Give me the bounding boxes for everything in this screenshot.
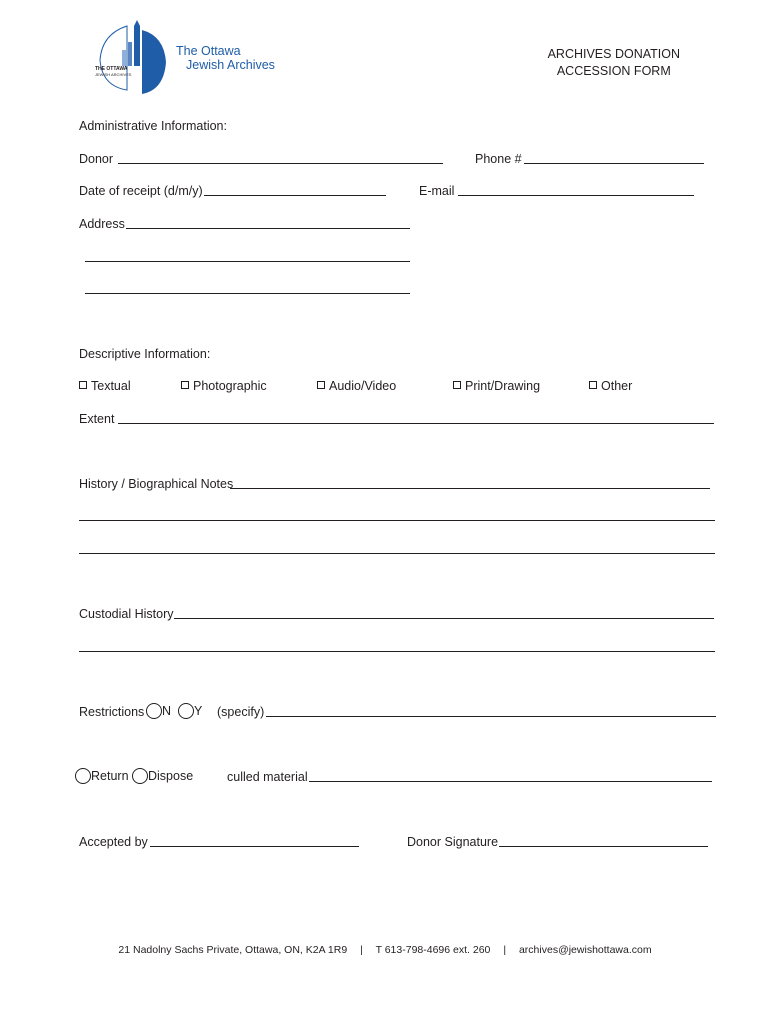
specify-label: (specify) — [217, 705, 265, 719]
footer-separator: | — [360, 944, 363, 956]
checkbox-icon[interactable] — [79, 381, 87, 389]
footer-separator: | — [503, 944, 507, 956]
checkbox-icon[interactable] — [181, 381, 189, 389]
logo-line-1: The Ottawa — [176, 44, 241, 58]
radio-circle-icon[interactable] — [132, 768, 148, 784]
date-label: Date of receipt (d/m/y) — [79, 184, 203, 198]
radio-circle-icon[interactable] — [146, 703, 162, 719]
custodial-label: Custodial History — [79, 607, 174, 621]
option-other[interactable]: Other — [589, 378, 632, 394]
donor-label: Donor — [79, 152, 114, 166]
donor-signature-label: Donor Signature — [407, 835, 499, 849]
address-label: Address — [79, 217, 125, 231]
accepted-by-field[interactable] — [150, 846, 359, 847]
checkbox-icon[interactable] — [453, 381, 461, 389]
phone-label: Phone # — [475, 152, 522, 166]
descriptive-heading: Descriptive Information: — [79, 347, 211, 361]
donor-field[interactable] — [118, 163, 443, 164]
option-textual[interactable]: Textual — [79, 378, 131, 394]
footer-email[interactable]: archives@jewishottawa.com — [518, 944, 652, 956]
form-title-line-1: ARCHIVES DONATION — [547, 47, 680, 61]
history-field-line-3[interactable] — [79, 553, 715, 554]
address-field-line-2[interactable] — [85, 261, 410, 262]
history-field-line-2[interactable] — [79, 520, 715, 521]
restrictions-no-option[interactable]: N — [146, 703, 171, 719]
culled-field[interactable] — [309, 781, 712, 782]
option-audio-video[interactable]: Audio/Video — [317, 378, 396, 394]
svg-text:THE OTTAWA: THE OTTAWA — [95, 66, 128, 72]
email-label: E-mail — [419, 184, 455, 198]
svg-text:JEWISH ARCHIVES: JEWISH ARCHIVES — [95, 72, 132, 77]
history-field-line-1[interactable] — [230, 488, 710, 489]
dispose-option[interactable]: Dispose — [132, 768, 193, 784]
footer-address: 21 Nadolny Sachs Private, Ottawa, ON, K2A 1R9 — [118, 944, 348, 956]
date-field[interactable] — [204, 195, 386, 196]
custodial-field-line-2[interactable] — [79, 651, 715, 652]
email-field[interactable] — [458, 195, 694, 196]
donor-signature-field[interactable] — [499, 846, 708, 847]
option-print-drawing[interactable]: Print/Drawing — [453, 378, 540, 394]
culled-label: culled material — [227, 770, 308, 784]
option-photographic[interactable]: Photographic — [181, 378, 267, 394]
footer-contact — [0, 944, 770, 956]
accepted-by-label: Accepted by — [79, 835, 148, 849]
address-field-line-1[interactable] — [126, 228, 410, 229]
restrictions-yes-option[interactable]: Y — [178, 703, 202, 719]
checkbox-icon[interactable] — [589, 381, 597, 389]
admin-heading: Administrative Information: — [79, 119, 227, 133]
form-title — [548, 46, 680, 80]
return-option[interactable]: Return — [75, 768, 129, 784]
restrictions-specify-field[interactable] — [266, 716, 716, 717]
logo-line-2: Jewish Archives — [186, 58, 275, 72]
extent-label: Extent — [79, 412, 115, 426]
custodial-field-line-1[interactable] — [174, 618, 714, 619]
phone-field[interactable] — [524, 163, 704, 164]
archives-emblem-icon — [92, 20, 182, 98]
footer-phone: T 613-798-4696 ext. 260 — [375, 944, 491, 956]
address-field-line-3[interactable] — [85, 293, 410, 294]
restrictions-label: Restrictions — [79, 705, 145, 719]
checkbox-icon[interactable] — [317, 381, 325, 389]
form-title-line-2: ACCESSION FORM — [556, 64, 671, 78]
extent-field[interactable] — [118, 423, 714, 424]
radio-circle-icon[interactable] — [178, 703, 194, 719]
radio-circle-icon[interactable] — [75, 768, 91, 784]
history-label: History / Biographical Notes — [79, 477, 234, 491]
organization-logo — [92, 20, 292, 98]
